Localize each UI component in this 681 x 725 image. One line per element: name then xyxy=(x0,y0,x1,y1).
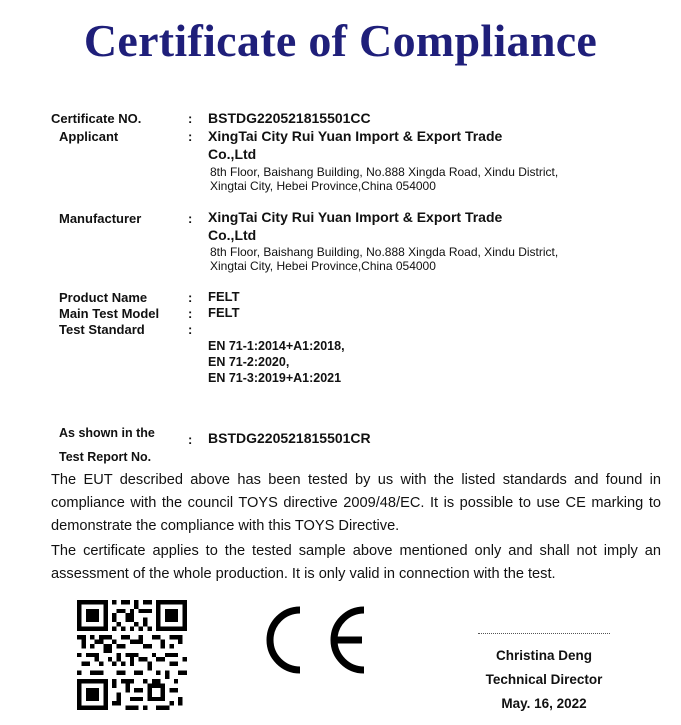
test-standard-label: Test Standard xyxy=(59,322,145,337)
main-test-model-label: Main Test Model xyxy=(59,306,160,321)
test-report-value: BSTDG220521815501CR xyxy=(208,430,371,446)
test-report-colon: : xyxy=(188,432,193,447)
manufacturer-label: Manufacturer xyxy=(59,211,142,226)
applicant-label: Applicant xyxy=(59,129,119,144)
test-standard-item: EN 71-1:2014+A1:2018, xyxy=(208,339,345,353)
product-name-value: FELT xyxy=(208,289,240,304)
applicant-address-line2: Xingtai City, Hebei Province,China 054000 xyxy=(210,179,436,193)
applicant-colon: : xyxy=(188,129,193,144)
signature-date: May. 16, 2022 xyxy=(501,696,587,711)
ce-mark-icon xyxy=(252,600,372,680)
manufacturer-name-line1: XingTai City Rui Yuan Import & Export Trade xyxy=(208,209,503,225)
signature-line xyxy=(478,633,610,634)
certificate-title: Certificate of Compliance xyxy=(83,15,598,66)
manufacturer-colon: : xyxy=(188,211,193,226)
qr-code-icon xyxy=(77,600,187,710)
signatory-title: Technical Director xyxy=(485,672,603,687)
signatory-name: Christina Deng xyxy=(495,648,592,663)
test-standard-colon: : xyxy=(188,322,193,337)
main-test-model-value: FELT xyxy=(208,305,240,320)
applicant-name-line2: Co.,Ltd xyxy=(208,146,257,162)
test-standard-item: EN 71-2:2020, xyxy=(208,355,290,369)
product-name-colon: : xyxy=(188,290,193,305)
applicant-address-line1: 8th Floor, Baishang Building, No.888 Xingda Road, Xindu District, xyxy=(210,165,559,179)
manufacturer-name-line2: Co.,Ltd xyxy=(208,227,257,243)
test-standard-item: EN 71-3:2019+A1:2021 xyxy=(208,371,342,385)
test-report-label-line1: As shown in the xyxy=(59,426,155,440)
test-report-label-line2: Test Report No. xyxy=(59,450,152,464)
compliance-statement: The EUT described above has been tested by us with the listed standards and found in compliance with the council TOYS directive 2009/48/EC. It is possible to use CE marking to demonstrate the compliance with this TOYS Directive. xyxy=(51,472,661,534)
manufacturer-address-line1: 8th Floor, Baishang Building, No.888 Xingda Road, Xindu District, xyxy=(210,245,559,259)
certificate-no-label: Certificate NO. xyxy=(51,111,142,126)
validity-statement: The certificate applies to the tested sample above mentioned only and shall not imply an assessment of the whole production. It is only valid in connection with the test. xyxy=(51,543,661,582)
certificate-no-colon: : xyxy=(188,111,193,126)
manufacturer-address-line2: Xingtai City, Hebei Province,China 054000 xyxy=(210,259,436,273)
certificate-no-value: BSTDG220521815501CC xyxy=(208,110,371,126)
product-name-label: Product Name xyxy=(59,290,148,305)
main-test-model-colon: : xyxy=(188,306,193,321)
applicant-name-line1: XingTai City Rui Yuan Import & Export Trade xyxy=(208,128,503,144)
